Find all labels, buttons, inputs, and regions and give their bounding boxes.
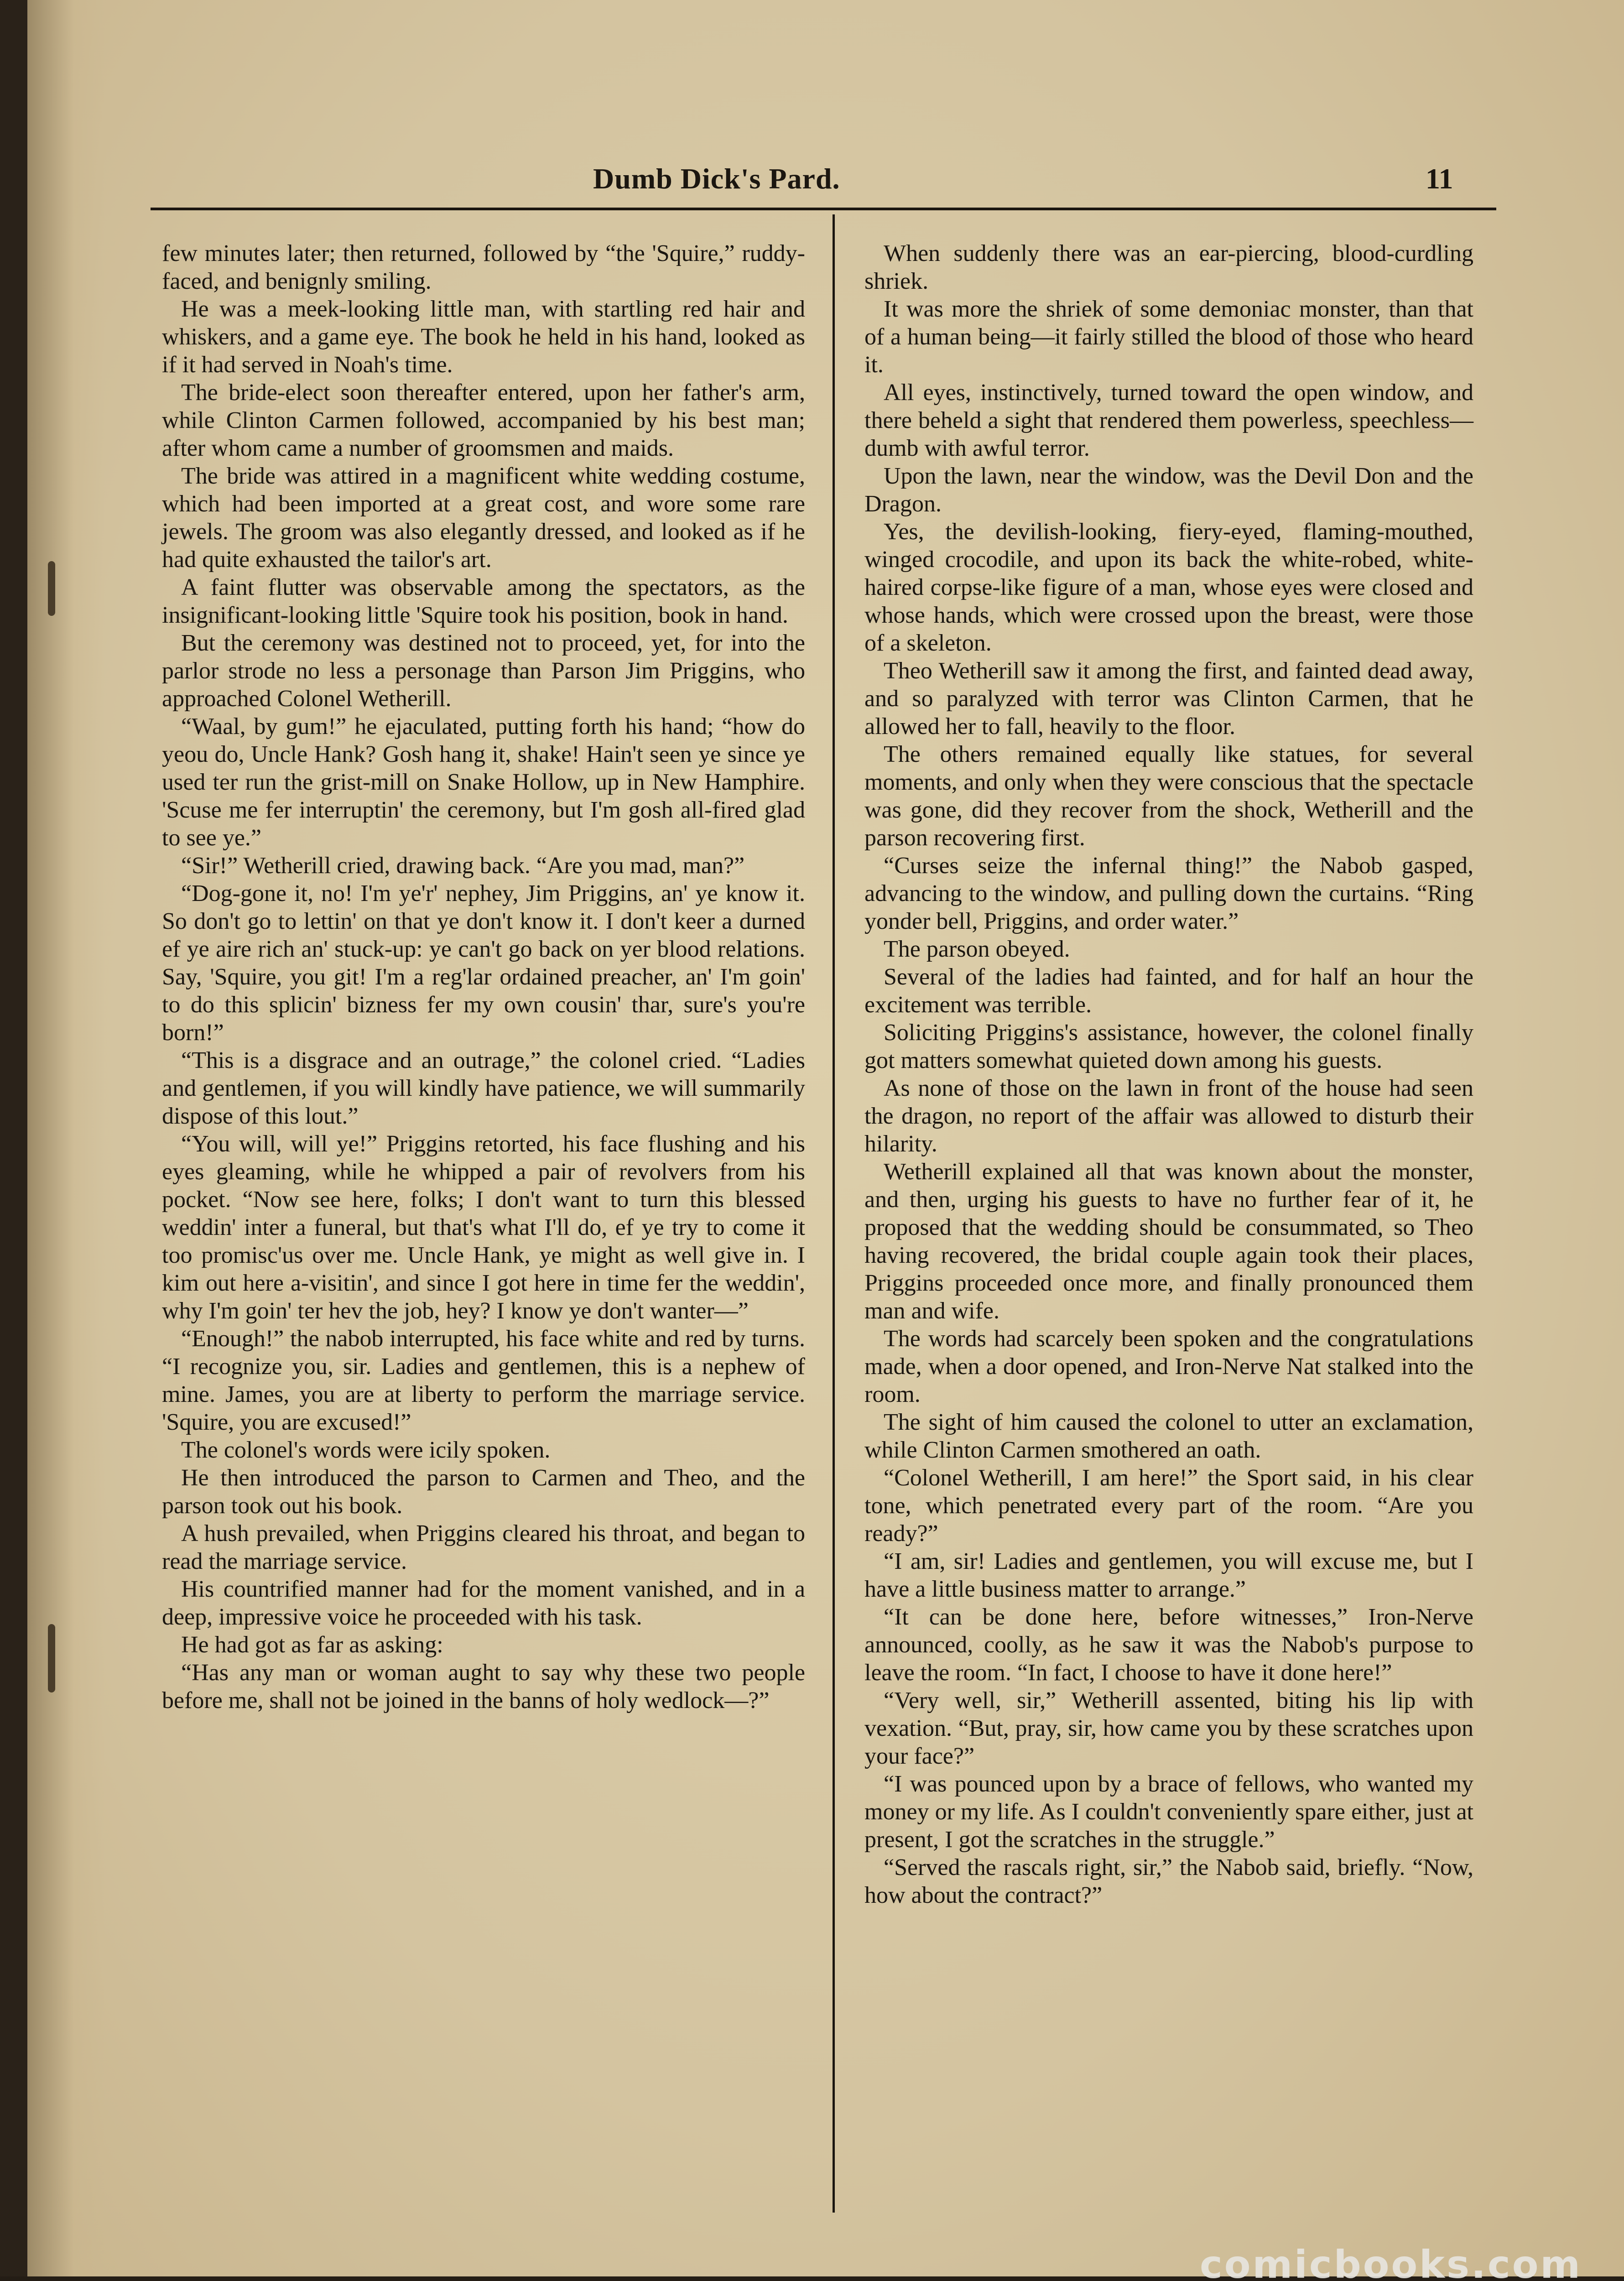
paragraph: Soliciting Priggins's assistance, however, the colonel finally got matters somewhat quieted down among his guests. bbox=[864, 1020, 1473, 1073]
paragraph: The bride was attired in a magnificent white wedding costume, which had been imported at a great cost, and wore some rare jewels. The groom was also elegantly dressed, and looked as if he had quite exhausted the tailor's art. bbox=[162, 463, 805, 573]
paragraph: He had got as far as asking: bbox=[181, 1632, 443, 1658]
paragraph: The others remained equally like statues, for several moments, and only when they were conscious that the spectacle was gone, did they recover from the shock, Wetherill and the parson recovering first. bbox=[864, 741, 1473, 851]
paragraph: “It can be done here, before witnesses,” Iron-Nerve announced, coolly, as he saw it was the Nabob's purpose to leave the room. “In fact, I choose to have it done here!” bbox=[864, 1604, 1473, 1686]
paragraph: When suddenly there was an ear-piercing, blood-curdling shriek. bbox=[864, 240, 1473, 294]
paragraph: A hush prevailed, when Priggins cleared his throat, and began to read the marriage service. bbox=[162, 1521, 805, 1574]
page-number: 11 bbox=[1426, 162, 1453, 195]
paragraph: The words had scarcely been spoken and the congratulations made, when a door opened, and Iron-Nerve Nat stalked into the room. bbox=[864, 1326, 1473, 1407]
paragraph: He then introduced the parson to Carmen and Theo, and the parson took out his book. bbox=[162, 1465, 805, 1519]
paragraph: A faint flutter was observable among the spectators, as the insignificant-looking little 'Squire took his position, book in hand. bbox=[162, 574, 805, 628]
paragraph: The sight of him caused the colonel to utter an exclamation, while Clinton Carmen smothered an oath. bbox=[864, 1409, 1473, 1463]
header-rule bbox=[151, 208, 1496, 210]
paragraph: Theo Wetherill saw it among the first, and fainted dead away, and so paralyzed with terror was Clinton Carmen, that he allowed her to fall, heavily to the floor. bbox=[864, 658, 1473, 740]
running-title: Dumb Dick's Pard. bbox=[593, 162, 840, 195]
paragraph: As none of those on the lawn in front of the house had seen the dragon, no report of the affair was allowed to disturb their hilarity. bbox=[864, 1075, 1473, 1157]
paragraph: “Sir!” Wetherill cried, drawing back. “Are you mad, man?” bbox=[181, 853, 745, 879]
paragraph: “Dog-gone it, no! I'm ye'r' nephey, Jim Priggins, an' ye know it. So don't go to lettin' on that ye don't know it. I don't keer a durned ef ye aire rich an' stuck-up: ye can't go back on yer blood relations. Say, 'Squire, you git! I'm a reg'lar ordained preacher, an' I'm goin' to do this splicin' bizness fer my own cousin' thar, sure's you're born!” bbox=[162, 880, 805, 1046]
paragraph: Yes, the devilish-looking, fiery-eyed, flaming-mouthed, winged crocodile, and upon its back the white-robed, white-haired corpse-like figure of a man, whose eyes were closed and whose hands, which were crossed upon the breast, were those of a skeleton. bbox=[864, 519, 1473, 656]
paragraph: He was a meek-looking little man, with startling red hair and whiskers, and a game eye. The book he held in his hand, looked as if it had served in Noah's time. bbox=[162, 296, 805, 378]
paragraph: It was more the shriek of some demoniac monster, than that of a human being—it fairly stilled the blood of those who heard it. bbox=[864, 296, 1473, 378]
watermark: comicbooks.com bbox=[1200, 2242, 1582, 2281]
paragraph: few minutes later; then returned, followed by “the 'Squire,” ruddy-faced, and benignly smiling. bbox=[162, 240, 805, 294]
paragraph: “Has any man or woman aught to say why these two people before me, shall not be joined in the banns of holy wedlock—?” bbox=[162, 1660, 805, 1713]
paragraph: “Enough!” the nabob interrupted, his face white and red by turns. “I recognize you, sir. Ladies and gentlemen, this is a nephew of mine. James, you are at liberty to perform the marriage service. 'Squire, you are excused!” bbox=[162, 1326, 805, 1435]
scan-border-left bbox=[0, 0, 27, 2281]
text-column-right bbox=[864, 240, 1473, 1909]
binding-fold-shadow bbox=[27, 0, 105, 2276]
text-column-left bbox=[162, 240, 805, 1714]
paragraph: Several of the ladies had fainted, and for half an hour the excitement was terrible. bbox=[864, 964, 1473, 1018]
paragraph: “Served the rascals right, sir,” the Nabob said, briefly. “Now, how about the contract?” bbox=[864, 1854, 1473, 1908]
paragraph: “Colonel Wetherill, I am here!” the Sport said, in his clear tone, which penetrated every part of the room. “Are you ready?” bbox=[864, 1465, 1473, 1547]
paragraph: His countrified manner had for the moment vanished, and in a deep, impressive voice he proceeded with his task. bbox=[162, 1576, 805, 1630]
paragraph: “Waal, by gum!” he ejaculated, putting forth his hand; “how do yeou do, Uncle Hank? Gosh hang it, shake! Hain't seen ye since ye used ter run the grist-mill on Snake Hollow, up in New Hamphire. 'Scuse me fer interruptin' the ceremony, but I'm gosh all-fired glad to see ye.” bbox=[162, 713, 805, 851]
paragraph: All eyes, instinctively, turned toward the open window, and there beheld a sight that rendered them powerless, speechless—dumb with awful terror. bbox=[864, 380, 1473, 461]
binding-staple-mark-upper bbox=[48, 561, 55, 616]
paragraph: “I am, sir! Ladies and gentlemen, you will excuse me, but I have a little business matter to arrange.” bbox=[864, 1548, 1473, 1602]
binding-staple-mark-lower bbox=[48, 1624, 55, 1693]
paragraph: But the ceremony was destined not to proceed, yet, for into the parlor strode no less a personage than Parson Jim Priggins, who approached Colonel Wetherill. bbox=[162, 630, 805, 712]
paragraph: “You will, will ye!” Priggins retorted, his face flushing and his eyes gleaming, while he whipped a pair of revolvers from his pocket. “Now see here, folks; I don't want to turn this blessed weddin' inter a funeral, but that's what I'll do, ef ye try to come it too promisc'us over me. Uncle Hank, ye might as well give in. I kim out here a-visitin', and since I got here in time fer the weddin', why I'm goin' ter hev the job, hey? I know ye don't wanter—” bbox=[162, 1131, 805, 1324]
paragraph: “I was pounced upon by a brace of fellows, who wanted my money or my life. As I couldn't conveniently spare either, just at present, I got the scratches in the struggle.” bbox=[864, 1771, 1473, 1853]
column-divider bbox=[833, 214, 835, 2213]
paragraph: Wetherill explained all that was known about the monster, and then, urging his guests to have no further fear of it, he proposed that the wedding should be consummated, so Theo having recovered, the bridal couple again took their places, Priggins proceeded once more, and finally pronounced them man and wife. bbox=[864, 1159, 1473, 1324]
paragraph: “Very well, sir,” Wetherill assented, biting his lip with vexation. “But, pray, sir, how came you by these scratches upon your face?” bbox=[864, 1687, 1473, 1769]
paragraph: The colonel's words were icily spoken. bbox=[181, 1437, 551, 1463]
paragraph: “Curses seize the infernal thing!” the Nabob gasped, advancing to the window, and pulling down the curtains. “Ring yonder bell, Priggins, and order water.” bbox=[864, 853, 1473, 934]
paragraph: Upon the lawn, near the window, was the Devil Don and the Dragon. bbox=[864, 463, 1473, 517]
paragraph: The parson obeyed. bbox=[884, 936, 1070, 962]
paragraph: The bride-elect soon thereafter entered, upon her father's arm, while Clinton Carmen followed, accompanied by his best man; after whom came a number of groomsmen and maids. bbox=[162, 380, 805, 461]
paragraph: “This is a disgrace and an outrage,” the colonel cried. “Ladies and gentlemen, if you will kindly have patience, we will summarily dispose of this lout.” bbox=[162, 1047, 805, 1129]
